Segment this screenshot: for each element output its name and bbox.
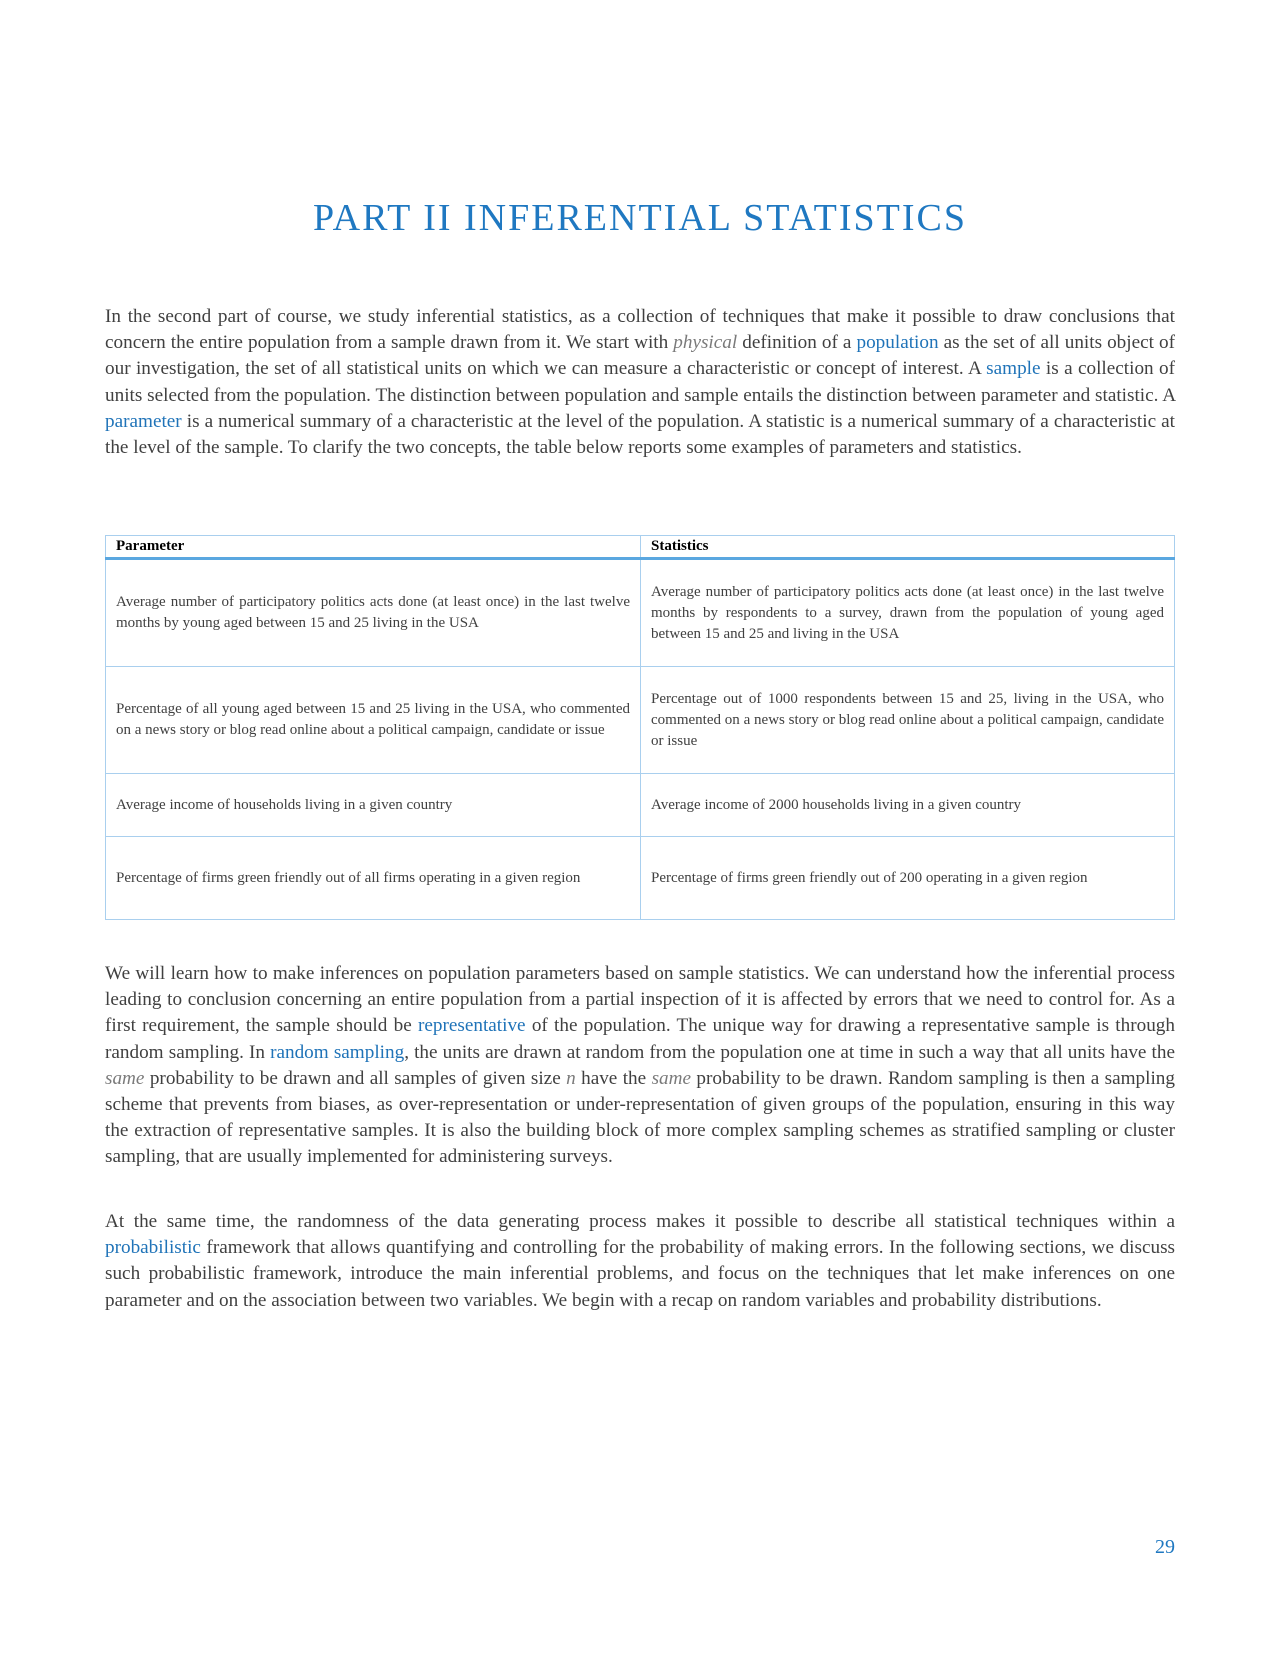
text-segment: , the units are drawn at random from the population one at time in such a way that all units have the (404, 1041, 1175, 1063)
emphasis-physical: physical (673, 332, 738, 354)
text-segment: probability to be drawn. Random sampling is then a sampling scheme that prevents from biases, as over-representation or under-representation of given groups of the population, ensuring in this way the extraction of representative samples. It is also the building block of more complex sampling schemes as stratified sampling or cluster sampling, that are usually implemented for administering surveys. (105, 1067, 1175, 1168)
column-header-parameter: Parameter (106, 536, 641, 559)
term-random-sampling: random sampling (270, 1041, 405, 1063)
statistic-cell: Average income of 2000 households living in a given country (641, 774, 1175, 837)
parameter-cell: Percentage of firms green friendly out of all firms operating in a given region (106, 837, 641, 920)
table-row (106, 667, 1175, 774)
text-segment: framework that allows quantifying and controlling for the probability of making errors. In the following sections, we discuss such probabilistic framework, introduce the main inferential problems, and focus on the techniques that let make inferences on one parameter and on the association between two variables. We begin with a recap on random variables and probability distributions. (105, 1237, 1175, 1311)
text-segment: At the same time, the randomness of the data generating process makes it possible to describe all statistical techniques within a (105, 1211, 1175, 1232)
text-segment: In the second part of course, we study inferential statistics, as a collection of techniques that make it possible to draw conclusions that concern the entire population from a sample drawn from it. We start with (105, 306, 1175, 354)
text-segment: of the population. The unique way for drawing a representative sample is through random sampling. In (105, 1015, 1175, 1063)
text-segment: probability to be drawn and all samples of given size (144, 1067, 567, 1089)
parameter-cell: Average income of households living in a given country (106, 774, 641, 837)
table-header-row (106, 536, 1175, 559)
term-representative: representative (417, 1015, 526, 1037)
text-segment: definition of a (737, 332, 857, 354)
text-segment: as the set of all units object of our investigation, the set of all statistical units on which we can measure a characteristic or concept of interest. A (105, 332, 1175, 380)
term-sample: sample (986, 358, 1041, 380)
sampling-paragraph (105, 961, 1175, 1171)
parameter-statistics-table (105, 535, 1175, 920)
emphasis-n: n (566, 1067, 576, 1089)
page-number: 29 (1155, 1536, 1175, 1558)
probabilistic-paragraph (105, 1209, 1175, 1314)
term-probabilistic: probabilistic (105, 1237, 201, 1259)
parameter-cell: Percentage of all young aged between 15 and 25 living in the USA, who commented on a news story or blog read online about a political campaign, candidate or issue (106, 667, 641, 774)
text-segment: have the (575, 1067, 652, 1089)
text-segment: is a collection of units selected from the population. The distinction between population and sample entails the distinction between parameter and statistic. A (105, 358, 1175, 406)
term-population: population (856, 332, 939, 354)
statistic-cell: Average number of participatory politics acts done (at least once) in the last twelve months by respondents to a survey, drawn from the population of young aged between 15 and 25 and living in the USA (641, 559, 1175, 667)
table-row (106, 837, 1175, 920)
table-row (106, 559, 1175, 667)
emphasis-same: same (105, 1067, 145, 1089)
intro-paragraph (105, 304, 1175, 461)
parameter-cell: Average number of participatory politics acts done (at least once) in the last twelve months by young aged between 15 and 25 living in the USA (106, 559, 641, 667)
emphasis-same: same (651, 1067, 691, 1089)
term-parameter: parameter (105, 410, 182, 432)
table-row (106, 774, 1175, 837)
page-title: PART II INFERENTIAL STATISTICS (313, 197, 967, 239)
statistic-cell: Percentage out of 1000 respondents between 15 and 25, living in the USA, who commented on a news story or blog read online about a political campaign, candidate or issue (641, 667, 1175, 774)
text-segment: is a numerical summary of a characteristic at the level of the population. A statistic is a numerical summary of a characteristic at the level of the sample. To clarify the two concepts, the table below reports some examples of parameters and statistics. (105, 410, 1175, 459)
statistic-cell: Percentage of firms green friendly out of 200 operating in a given region (641, 837, 1175, 920)
text-segment: We will learn how to make inferences on population parameters based on sample statistics. We can understand how the inferential process leading to conclusion concerning an entire population from a partial inspection of it is affected by errors that we need to control for. As a first requirement, the sample should be (105, 963, 1175, 1037)
column-header-statistics: Statistics (641, 536, 1175, 559)
